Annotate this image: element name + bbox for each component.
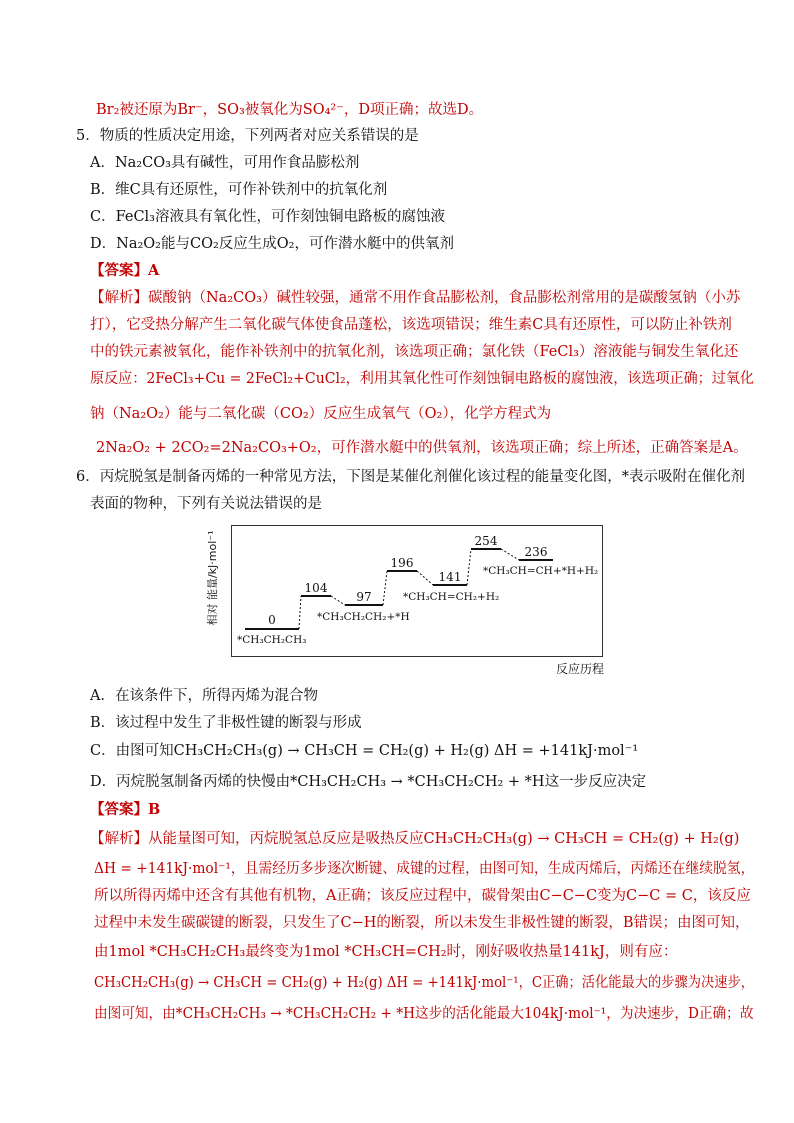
explanation-line: 原反应：2FeCl₃+Cu = 2FeCl₂+CuCl₂，利用其氧化性可作刻蚀铜电路板的腐蚀液，该选项正确；过氧化 xyxy=(90,371,754,387)
explanation-line: CH₃CH₂CH₃(g) → CH₃CH = CH₂(g) + H₂(g) ΔH = +141kJ·mol⁻¹，C正确；活化能最大的步骤为决速步， xyxy=(94,975,755,991)
explanation-line: ΔH = +141kJ·mol⁻¹，且需经历多步逐次断键、成键的过程，由图可知，生成丙烯后，丙烯还在继续脱氢， xyxy=(94,861,755,877)
explanation-line: 钠（Na₂O₂）能与二氧化碳（CO₂）反应生成氧气（O₂），化学方程式为 xyxy=(90,406,552,422)
energy-diagram xyxy=(231,525,603,657)
energy-value: 97 xyxy=(356,590,372,604)
option-b: B．维C具有还原性，可作补铁剂中的抗氧化剂 xyxy=(90,182,388,198)
energy-value: 236 xyxy=(524,545,548,559)
x-axis-label: 反应历程 xyxy=(556,662,605,676)
explanation-line: 【解析】从能量图可知，丙烷脱氢总反应是吸热反应CH₃CH₂CH₃(g) → CH₃CH = CH₂(g) + H₂(g) xyxy=(90,831,740,847)
option-a: A．在该条件下，所得丙烯为混合物 xyxy=(90,688,318,704)
explanation-line: 由1mol *CH₃CH₂CH₃最终变为1mol *CH₃CH=CH₂时，刚好吸收热量141kJ，则有应： xyxy=(94,944,678,960)
explanation-line: 由图可知，由*CH₃CH₂CH₃ → *CH₃CH₂CH₂ + *H这步的活化能最大104kJ·mol⁻¹，为决速步，D正确；故 xyxy=(94,1006,754,1022)
explanation-line: 中的铁元素被氧化，能作补铁剂中的抗氧化剂，该选项正确；氯化铁（FeCl₃）溶液能与铜发生氧化还 xyxy=(90,344,739,360)
energy-value: 141 xyxy=(438,570,462,584)
species-label: *CH₃CH₂CH₂+*H xyxy=(317,611,410,623)
explanation-line: 2Na₂O₂ + 2CO₂=2Na₂CO₃+O₂，可作潜水艇中的供氧剂，该选项正确；综上所述，正确答案是A。 xyxy=(96,440,748,456)
explanation-line: 【解析】碳酸钠（Na₂CO₃）碱性较强，通常不用作食品膨松剂，食品膨松剂常用的是碳酸氢钠（小苏 xyxy=(90,290,741,306)
option-c: C．FeCl₃溶液具有氧化性，可作刻蚀铜电路板的腐蚀液 xyxy=(90,209,445,225)
option-c: C．由图可知CH₃CH₂CH₃(g) → CH₃CH = CH₂(g) + H₂(g) ΔH = +141kJ·mol⁻¹ xyxy=(90,743,639,759)
species-label: *CH₃CH=CH+*H+H₂ xyxy=(483,565,599,577)
explanation-line: 所以所得丙烯中还含有其他有机物，A正确；该反应过程中，碳骨架由C−C−C变为C−C = C，该反应 xyxy=(94,888,751,904)
explanation-line: 打），它受热分解产生二氧化碳气体使食品蓬松，该选项错误；维生素C具有还原性，可以防止补铁剂 xyxy=(90,317,732,333)
option-d: D．Na₂O₂能与CO₂反应生成O₂，可作潜水艇中的供氧剂 xyxy=(90,236,454,252)
answer-label: 【答案】B xyxy=(90,801,161,818)
species-label: *CH₃CH=CH₂+H₂ xyxy=(403,591,500,603)
y-axis-label: 相对 能量/kJ·mol⁻¹ xyxy=(206,530,219,626)
text-line: Br₂被还原为Br⁻，SO₃被氧化为SO₄²⁻，D项正确；故选D。 xyxy=(96,102,484,118)
option-a: A．Na₂CO₃具有碱性，可用作食品膨松剂 xyxy=(90,155,360,171)
energy-diagram-svg xyxy=(231,525,603,657)
explanation-line: 过程中未发生碳碳键的断裂，只发生了C−H的断裂，所以未发生非极性键的断裂，B错误；由图可知， xyxy=(94,915,750,931)
y-axis-label-wrap xyxy=(205,528,221,628)
energy-value: 254 xyxy=(474,534,498,548)
energy-value: 104 xyxy=(304,581,328,595)
energy-value: 0 xyxy=(268,613,276,627)
question-6: 6．丙烷脱氢是制备丙烯的一种常见方法，下图是某催化剂催化该过程的能量变化图，*表示吸附在催化剂 xyxy=(76,469,745,485)
species-label: *CH₃CH₂CH₃ xyxy=(237,634,307,646)
question-5: 5．物质的性质决定用途，下列两者对应关系错误的是 xyxy=(76,128,419,144)
question-6-cont: 表面的物种，下列有关说法错误的是 xyxy=(90,496,322,512)
option-b: B．该过程中发生了非极性键的断裂与形成 xyxy=(90,715,362,731)
energy-value: 196 xyxy=(390,556,414,570)
answer-label: 【答案】A xyxy=(90,262,160,279)
option-d: D．丙烷脱氢制备丙烯的快慢由*CH₃CH₂CH₃ → *CH₃CH₂CH₂ + *H这一步反应决定 xyxy=(90,774,647,790)
